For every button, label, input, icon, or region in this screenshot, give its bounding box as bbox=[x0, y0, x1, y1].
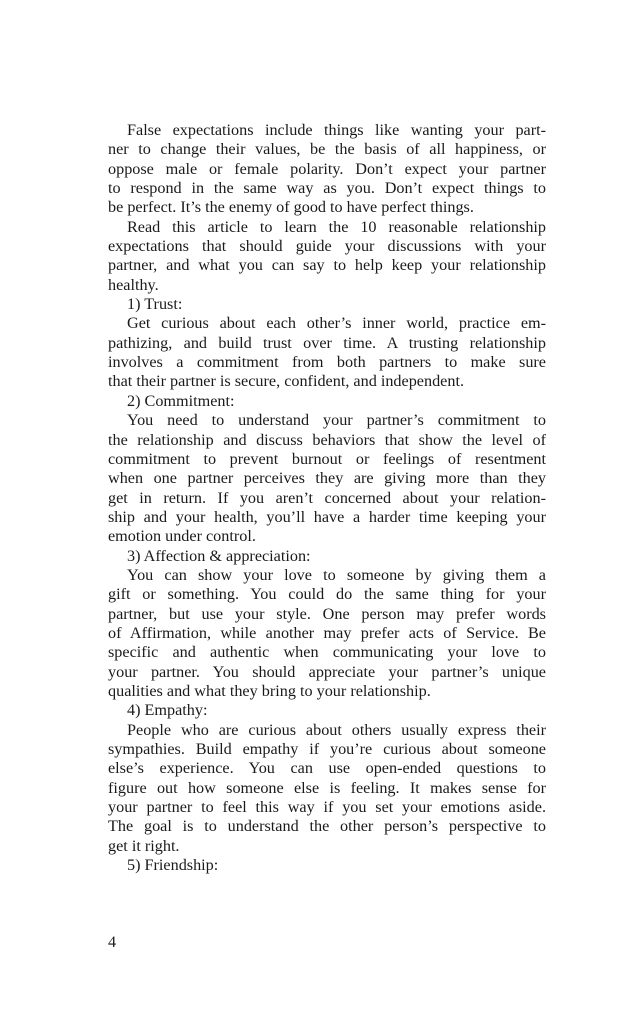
text-line: figure out how someone else is feeling. It makes sense for bbox=[108, 778, 546, 797]
text-line: emotion under control. bbox=[108, 527, 256, 546]
text-line: involves a commitment from both partners to make sure bbox=[108, 353, 546, 372]
page-body bbox=[108, 121, 546, 875]
text-line: Get curious about each other’s inner world, practice em- bbox=[127, 314, 546, 333]
text-line: People who are curious about others usually express their bbox=[127, 720, 546, 739]
text-line: the relationship and discuss behaviors that show the level of bbox=[108, 430, 546, 449]
text-line: 4) Empathy: bbox=[127, 701, 208, 720]
text-line: 2) Commitment: bbox=[127, 391, 235, 410]
text-line: healthy. bbox=[108, 275, 159, 294]
text-line: be perfect. It’s the enemy of good to have perfect things. bbox=[108, 198, 474, 217]
text-line: partner, and what you can say to help keep your relationship bbox=[108, 256, 546, 275]
text-line: qualities and what they bring to your relationship. bbox=[108, 681, 431, 700]
text-line: of Affirmation, while another may prefer acts of Service. Be bbox=[108, 623, 546, 642]
text-line: You can show your love to someone by giving them a bbox=[127, 565, 546, 584]
text-line: ner to change their values, be the basis of all happiness, or bbox=[108, 140, 546, 159]
text-line: pathizing, and build trust over time. A trusting relationship bbox=[108, 333, 546, 352]
text-line: your partner. You should appreciate your partner’s unique bbox=[108, 662, 546, 681]
text-line: when one partner perceives they are giving more than they bbox=[108, 469, 546, 488]
text-line: partner, but use your style. One person may prefer words bbox=[108, 604, 546, 623]
text-line: oppose male or female polarity. Don’t expect your partner bbox=[108, 159, 546, 178]
text-line: gift or something. You could do the same thing for your bbox=[108, 585, 546, 604]
text-line: sympathies. Build empathy if you’re curious about someone bbox=[108, 740, 546, 758]
text-line: The goal is to understand the other person’s perspective to bbox=[108, 817, 546, 836]
text-line: commitment to prevent burnout or feelings of resentment bbox=[108, 449, 546, 468]
text-line: specific and authentic when communicating your love to bbox=[108, 643, 546, 662]
text-line: You need to understand your partner’s commitment to bbox=[127, 411, 546, 430]
text-line: 5) Friendship: bbox=[127, 856, 219, 875]
text-line: your partner to feel this way if you set your emotions aside. bbox=[108, 798, 546, 817]
text-line: get it right. bbox=[108, 836, 180, 855]
text-line: get in return. If you aren’t concerned about your relation- bbox=[108, 488, 546, 507]
text-line: that their partner is secure, confident, and independent. bbox=[108, 372, 464, 391]
text-line: to respond in the same way as you. Don’t expect things to bbox=[108, 179, 546, 198]
text-line: 1) Trust: bbox=[127, 295, 183, 314]
page-number: 4 bbox=[108, 933, 117, 951]
text-line: Read this article to learn the 10 reasonable relationship bbox=[127, 217, 546, 236]
text-line: else’s experience. You can use open-ended questions to bbox=[108, 759, 546, 778]
text-line: ship and your health, you’ll have a harder time keeping your bbox=[108, 507, 546, 526]
text-line: False expectations include things like wanting your part- bbox=[127, 121, 546, 139]
text-line: 3) Affection & appreciation: bbox=[127, 546, 311, 565]
text-line: expectations that should guide your discussions with your bbox=[108, 237, 546, 256]
